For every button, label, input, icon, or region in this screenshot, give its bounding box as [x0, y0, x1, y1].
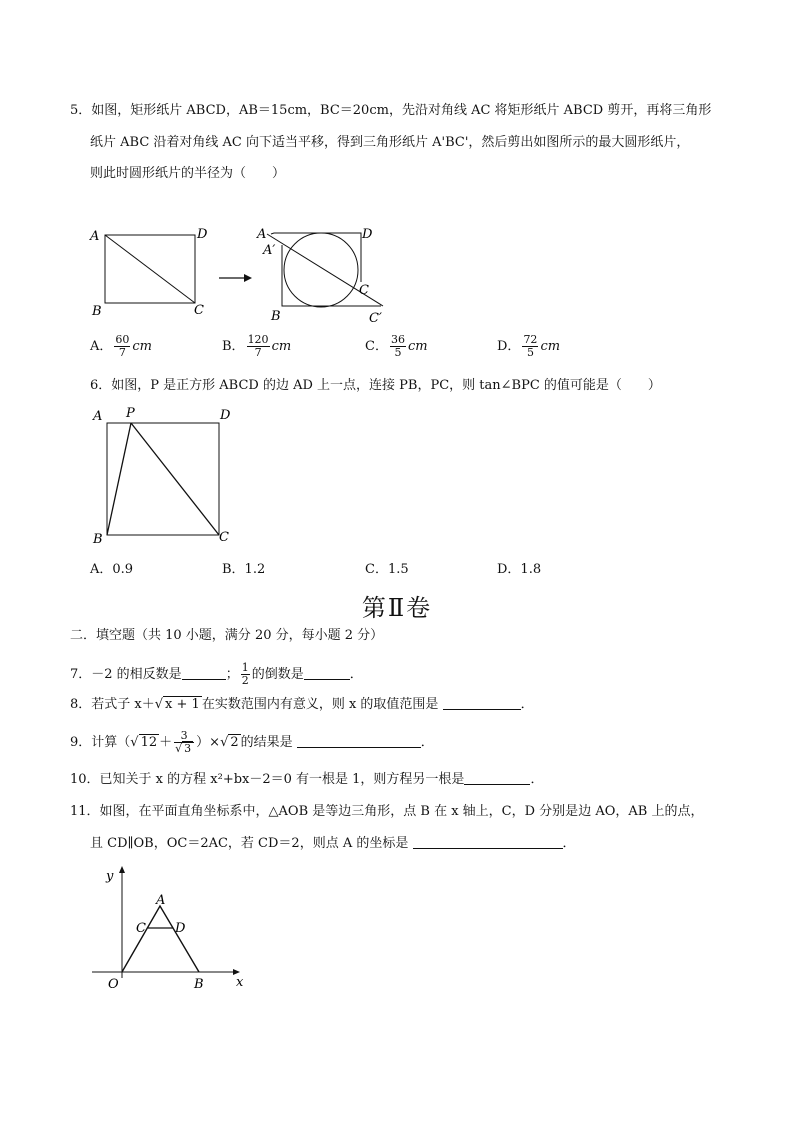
q5-option-d[interactable]	[497, 334, 560, 359]
q8-sqrt-sign: √	[154, 697, 164, 712]
section-title: 第Ⅱ卷	[361, 594, 433, 622]
q6-segment-PC	[131, 423, 219, 535]
q9-sqrt2-sign: √	[220, 735, 229, 750]
q7-end: ．	[349, 667, 363, 682]
q7-text-c: 的倒数是	[251, 667, 304, 682]
q9-text-a: 9．计算（	[70, 735, 131, 750]
q5-option-d-fraction: $\frac{72}{5}$	[523, 333, 538, 359]
q11-label-y: y	[106, 869, 114, 884]
q6-label-A: A	[93, 409, 103, 424]
q10-end: ．	[530, 772, 544, 787]
q7-fraction: $\frac{1}{2}$	[241, 661, 249, 687]
q9-plus: ＋	[159, 735, 173, 750]
q6-option-a[interactable]: A．0.9	[90, 562, 134, 577]
q9-end: ．	[420, 735, 434, 750]
q11-label-D: D	[175, 921, 186, 936]
q6-label-P: P	[126, 406, 135, 421]
q6-label-C: C	[219, 530, 229, 545]
q7-blank-2[interactable]	[304, 667, 350, 680]
q5-figure	[86, 222, 386, 332]
q11-blank[interactable]	[413, 836, 563, 849]
q5-option-a-letter: A．	[90, 339, 113, 354]
q8	[70, 696, 534, 714]
q11-figure	[90, 860, 260, 995]
q9	[70, 730, 434, 755]
q5-arrow-head	[244, 274, 252, 282]
q5-line-1: 5．如图，矩形纸片 ABCD，AB＝15cm，BC＝20cm，先沿对角线 AC 将矩形纸片 ABCD 剪开，再将三角形	[70, 103, 712, 118]
q11-end: ．	[562, 836, 576, 851]
q6-label-B: B	[93, 532, 103, 547]
q5-line-3: 则此时圆形纸片的半径为（ ）	[90, 166, 286, 181]
q7-text-a: 7．－2 的相反数是	[70, 667, 182, 682]
q6-square	[107, 423, 219, 535]
q5-label-D2: D	[362, 227, 373, 242]
q5-option-b-fraction: $\frac{120}{7}$	[247, 333, 269, 359]
q11-line-2	[90, 835, 576, 853]
q9-text-c: 的结果是	[240, 735, 293, 750]
q9-blank[interactable]	[297, 735, 421, 748]
q9-sqrt1-sign: √	[130, 735, 139, 750]
q9-fraction: $\frac{3}{√ 3}$	[174, 730, 194, 755]
q9-radicand-1: 12	[140, 735, 158, 750]
q5-label-A: A	[90, 229, 100, 244]
q8-radicand: x + 1	[165, 697, 200, 712]
q11-y-arrow	[119, 866, 125, 873]
q11-label-A: A	[156, 893, 166, 908]
q5-option-c[interactable]	[365, 334, 428, 359]
q7-text-b: ；	[225, 667, 239, 682]
q5-label-A2: A	[257, 227, 267, 242]
q9-radicand-2: 2	[230, 735, 239, 750]
q5-option-a[interactable]	[90, 334, 152, 359]
q5-left-diagonal	[105, 235, 195, 303]
q11-label-B: B	[194, 977, 204, 992]
q5-label-B: B	[92, 304, 102, 319]
q5-label-B2: B	[271, 309, 281, 324]
q5-option-b-unit: cm	[271, 339, 292, 354]
q5-label-A-prime: A′	[263, 243, 276, 258]
q9-text-b: ）×	[196, 735, 221, 750]
q10-text: 10．已知关于 x 的方程 x²+bx－2＝0 有一根是 1，则方程另一根是	[70, 772, 465, 787]
q5-option-b-letter: B．	[222, 339, 245, 354]
q7	[70, 662, 363, 687]
q6-figure	[88, 400, 248, 550]
q5-option-d-letter: D．	[497, 339, 521, 354]
q11-label-x: x	[236, 975, 244, 990]
q10-blank[interactable]	[464, 772, 530, 785]
q8-blank[interactable]	[443, 697, 521, 710]
q5-option-b[interactable]	[222, 334, 291, 359]
q5-option-c-unit: cm	[407, 339, 428, 354]
q5-option-c-fraction: $\frac{36}{5}$	[390, 333, 405, 359]
q8-text-b: 在实数范围内有意义，则 x 的取值范围是	[201, 697, 439, 712]
q5-line-2: 纸片 ABC 沿着对角线 AC 向下适当平移，得到三角形纸片 A'BC'，然后剪出如图所示的最大圆形纸片，	[90, 135, 690, 150]
q8-text-a: 8．若式子 x＋	[70, 697, 155, 712]
q11-text: 且 CD∥OB，OC＝2AC，若 CD＝2，则点 A 的坐标是	[90, 836, 409, 851]
q11-label-C: C	[136, 921, 146, 936]
q7-blank-1[interactable]	[182, 667, 226, 680]
q11-triangle	[122, 906, 199, 972]
q6-segment-PB	[107, 423, 131, 535]
q11-line-1: 11．如图，在平面直角坐标系中，△AOB 是等边三角形，点 B 在 x 轴上，C，D 分别是边 AO，AB 上的点，	[70, 804, 704, 819]
q5-option-d-unit: cm	[540, 339, 561, 354]
q6-option-b[interactable]: B．1.2	[222, 562, 266, 577]
q5-circle	[284, 233, 358, 307]
q5-option-a-unit: cm	[132, 339, 152, 354]
q6-line-1: 6．如图，P 是正方形 ABCD 的边 AD 上一点，连接 PB，PC，则 tan∠BPC 的值可能是（ ）	[90, 378, 661, 393]
q5-label-D: D	[197, 227, 208, 242]
q11-label-O: O	[108, 977, 119, 992]
q6-option-c[interactable]: C．1.5	[365, 562, 409, 577]
q5-label-C2: C	[359, 283, 369, 298]
q6-label-D: D	[220, 408, 231, 423]
q5-label-C-prime: C′	[369, 311, 382, 326]
q5-option-a-fraction: $\frac{60}{7}$	[115, 333, 130, 359]
q5-label-C: C	[194, 303, 204, 318]
q10	[70, 771, 543, 789]
q8-end: ．	[520, 697, 534, 712]
q6-option-d[interactable]: D．1.8	[497, 562, 542, 577]
q5-option-c-letter: C．	[365, 339, 388, 354]
section-subtitle: 二．填空题（共 10 小题，满分 20 分，每小题 2 分）	[70, 628, 384, 643]
